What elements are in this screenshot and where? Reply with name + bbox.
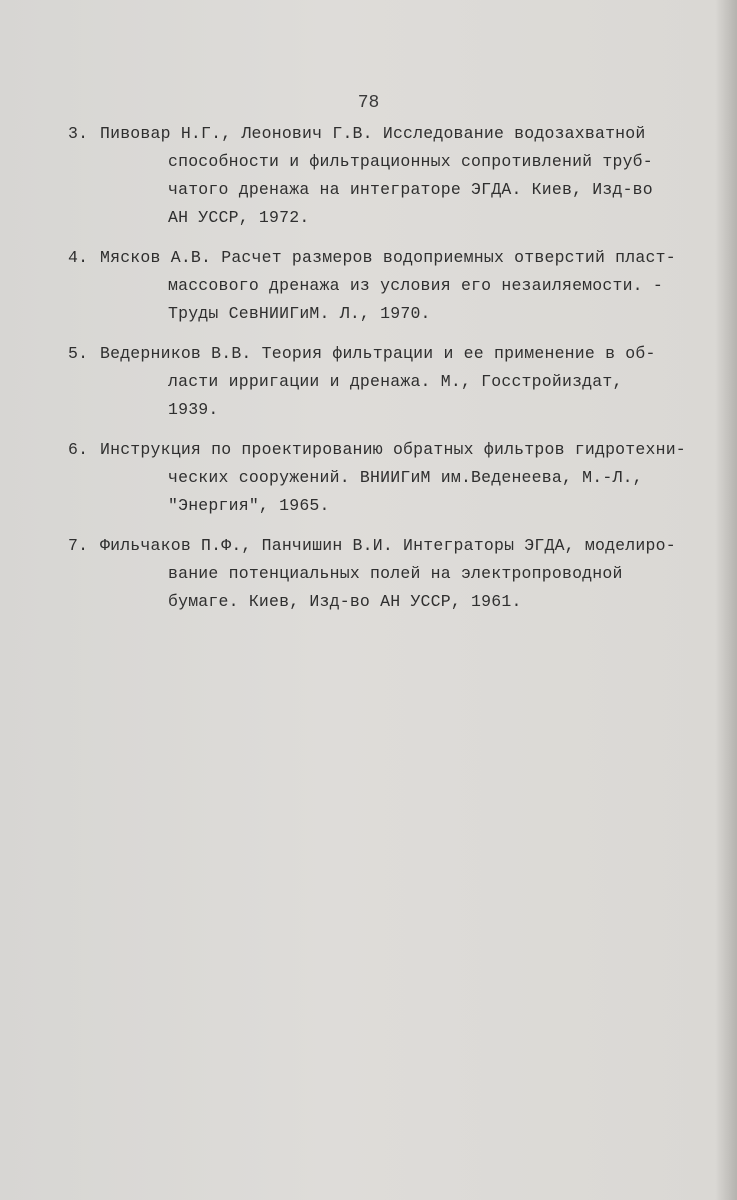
reference-line: способности и фильтрационных сопротивлений труб- [168,152,653,171]
reference-item [68,244,708,328]
reference-line: Мясков А.В. Расчет размеров водоприемных отверстий пласт- [100,248,676,267]
reference-line: Инструкция по проектированию обратных фильтров гидротехни- [100,440,686,459]
reference-line: массового дренажа из условия его незаиляемости. - [168,276,663,295]
reference-line: бумаге. Киев, Изд-во АН УССР, 1961. [168,592,522,611]
reference-line: чатого дренажа на интеграторе ЭГДА. Киев, Изд-во [168,180,653,199]
reference-line: ласти ирригации и дренажа. М., Госстройиздат, [168,372,623,391]
reference-number: 3. [68,124,89,143]
page-number: 78 [357,93,380,113]
reference-item [68,532,708,616]
reference-line: Фильчаков П.Ф., Панчишин В.И. Интеграторы ЭГДА, моделиро- [100,536,676,555]
reference-line: вание потенциальных полей на электропроводной [168,564,623,583]
reference-line: АН УССР, 1972. [168,208,310,227]
page-edge-shadow [715,0,737,1200]
reference-line: Пивовар Н.Г., Леонович Г.В. Исследование водозахватной [100,124,646,143]
reference-number: 5. [68,344,89,363]
reference-line: 1939. [168,400,219,419]
reference-number: 7. [68,536,89,555]
reference-item [68,340,708,424]
reference-line: "Энергия", 1965. [168,496,330,515]
reference-line: ческих сооружений. ВНИИГиМ им.Веденеева, М.-Л., [168,468,643,487]
reference-item [68,120,708,232]
reference-number: 6. [68,440,89,459]
reference-line: Ведерников В.В. Теория фильтрации и ее применение в об- [100,344,656,363]
reference-item [68,436,708,520]
reference-number: 4. [68,248,89,267]
reference-list [68,120,708,628]
reference-line: Труды СевНИИГиМ. Л., 1970. [168,304,431,323]
